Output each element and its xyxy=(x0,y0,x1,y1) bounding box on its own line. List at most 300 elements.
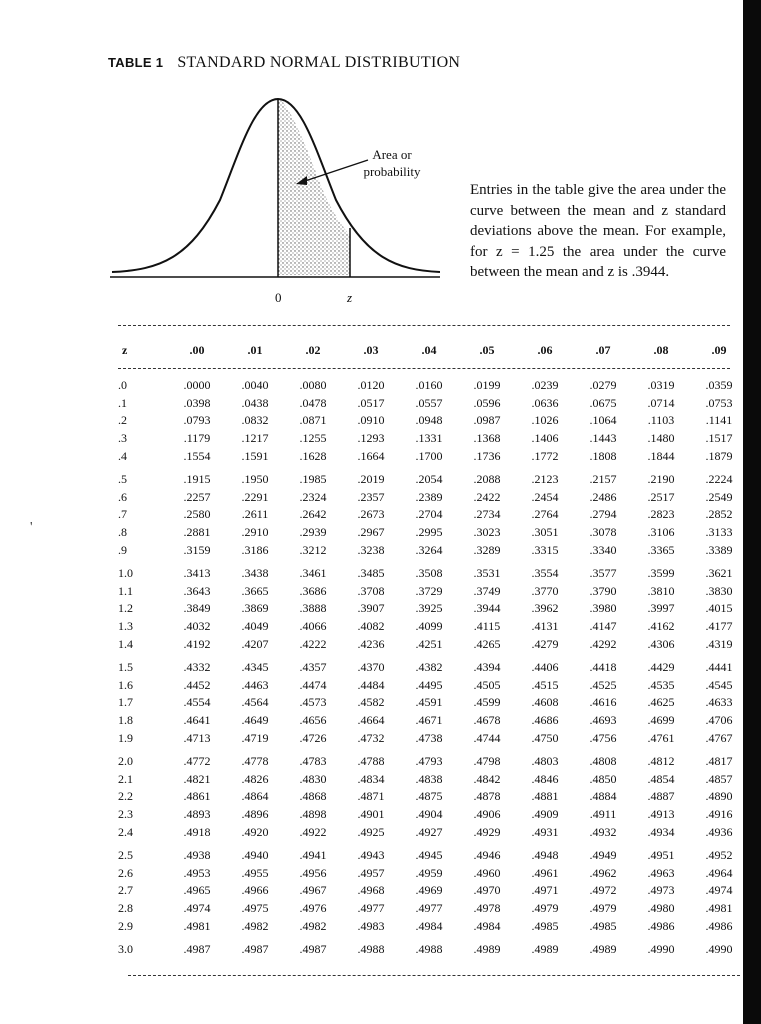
area-value: .3962 xyxy=(531,601,559,616)
area-value: .4332 xyxy=(183,660,211,675)
area-value: .4871 xyxy=(357,789,385,804)
area-value: .4599 xyxy=(473,695,501,710)
area-value: .4821 xyxy=(183,771,211,786)
area-value: .4982 xyxy=(299,918,327,933)
column-header: .01 xyxy=(247,342,263,357)
column-header: .09 xyxy=(711,342,727,357)
spacer-cell xyxy=(108,365,748,377)
area-value: .3925 xyxy=(415,601,443,616)
z-value: 3.0 xyxy=(118,942,133,957)
area-value: .4984 xyxy=(415,918,443,933)
table-row xyxy=(108,565,748,583)
area-value: .4972 xyxy=(589,883,617,898)
area-value: .4952 xyxy=(705,848,733,863)
z-value: 2.5 xyxy=(118,848,133,863)
area-value: .4868 xyxy=(299,789,327,804)
area-value: .4656 xyxy=(299,712,327,727)
area-value: .1255 xyxy=(299,431,327,446)
area-value: .2881 xyxy=(183,525,211,540)
area-value: .4990 xyxy=(647,942,675,957)
area-value: .4980 xyxy=(647,900,675,915)
area-value: .4292 xyxy=(589,636,617,651)
area-value: .4732 xyxy=(357,730,385,745)
area-value: .4582 xyxy=(357,695,385,710)
area-value: .4838 xyxy=(415,771,443,786)
z-value: 1.7 xyxy=(118,695,133,710)
area-value: .0080 xyxy=(299,378,327,393)
area-value: .4936 xyxy=(705,824,733,839)
area-value: .2422 xyxy=(473,489,501,504)
area-value: .4812 xyxy=(647,754,675,769)
area-value: .1064 xyxy=(589,413,617,428)
area-value: .4956 xyxy=(299,865,327,880)
area-value: .4938 xyxy=(183,848,211,863)
area-value: .3907 xyxy=(357,601,385,616)
z-value: 2.4 xyxy=(118,824,133,839)
z-value: 1.4 xyxy=(118,636,133,651)
table-body xyxy=(108,365,748,958)
area-value: .4429 xyxy=(647,660,675,675)
area-value: .4345 xyxy=(241,660,269,675)
z-value: .7 xyxy=(118,507,127,522)
area-value: .3869 xyxy=(241,601,269,616)
area-value: .4394 xyxy=(473,660,501,675)
area-value: .4990 xyxy=(705,942,733,957)
area-value: .2224 xyxy=(705,472,733,487)
area-value: .0596 xyxy=(473,395,501,410)
table-row xyxy=(108,694,748,712)
normal-curve-figure xyxy=(110,90,440,295)
area-value: .4382 xyxy=(415,660,443,675)
z-value: .3 xyxy=(118,431,127,446)
area-value: .1879 xyxy=(705,448,733,463)
axis-z-label: z xyxy=(347,290,353,305)
area-value: .2257 xyxy=(183,489,211,504)
area-value: .4985 xyxy=(531,918,559,933)
top-rule xyxy=(118,325,730,326)
area-value: .4671 xyxy=(415,712,443,727)
area-value: .4962 xyxy=(589,865,617,880)
area-value: .4976 xyxy=(299,900,327,915)
area-value: .4884 xyxy=(589,789,617,804)
area-value: .4706 xyxy=(705,712,733,727)
area-value: .3554 xyxy=(531,566,559,581)
area-value: .0120 xyxy=(357,378,385,393)
area-value: .2088 xyxy=(473,472,501,487)
area-value: .4913 xyxy=(647,806,675,821)
area-value: .4406 xyxy=(531,660,559,675)
area-value: .4495 xyxy=(415,677,443,692)
z-value: 2.1 xyxy=(118,771,133,786)
area-value: .1368 xyxy=(473,431,501,446)
area-value: .0948 xyxy=(415,413,443,428)
area-value: .4761 xyxy=(647,730,675,745)
area-value: .4887 xyxy=(647,789,675,804)
z-value: .4 xyxy=(118,448,127,463)
area-value: .4505 xyxy=(473,677,501,692)
table-row xyxy=(108,729,748,747)
area-value: .0199 xyxy=(473,378,501,393)
area-value: .0438 xyxy=(241,395,269,410)
area-value: .4896 xyxy=(241,806,269,821)
area-value: .3944 xyxy=(473,601,501,616)
area-value: .4985 xyxy=(589,918,617,933)
table-row xyxy=(108,753,748,771)
area-value: .3485 xyxy=(357,566,385,581)
area-value: .4441 xyxy=(705,660,733,675)
area-value: .4960 xyxy=(473,865,501,880)
area-value: .4744 xyxy=(473,730,501,745)
area-value: .4808 xyxy=(589,754,617,769)
area-value: .4798 xyxy=(473,754,501,769)
table-row xyxy=(108,506,748,524)
z-value: 2.9 xyxy=(118,918,133,933)
z-value: .2 xyxy=(118,413,127,428)
area-value: .0675 xyxy=(589,395,617,410)
area-value: .3770 xyxy=(531,583,559,598)
area-value: .4983 xyxy=(357,918,385,933)
area-value: .2190 xyxy=(647,472,675,487)
area-value: .4904 xyxy=(415,806,443,821)
area-value: .4979 xyxy=(589,900,617,915)
area-value: .4279 xyxy=(531,636,559,651)
z-table xyxy=(108,335,748,958)
area-value: .4846 xyxy=(531,771,559,786)
area-value: .4147 xyxy=(589,619,617,634)
table-row xyxy=(108,430,748,448)
area-value: .1628 xyxy=(299,448,327,463)
area-value: .4959 xyxy=(415,865,443,880)
area-value: .1103 xyxy=(647,413,675,428)
area-value: .4982 xyxy=(241,918,269,933)
area-value: .4953 xyxy=(183,865,211,880)
z-value: 2.2 xyxy=(118,789,133,804)
area-value: .4911 xyxy=(589,806,617,821)
table-row xyxy=(108,635,748,653)
area-value: .4898 xyxy=(299,806,327,821)
area-value: .4893 xyxy=(183,806,211,821)
area-value: .4783 xyxy=(299,754,327,769)
area-value: .4177 xyxy=(705,619,733,634)
area-value: .2734 xyxy=(473,507,501,522)
area-value: .4484 xyxy=(357,677,385,692)
area-value: .1179 xyxy=(183,431,211,446)
area-value: .4535 xyxy=(647,677,675,692)
area-value: .0987 xyxy=(473,413,501,428)
table-row xyxy=(108,659,748,677)
area-value: .3315 xyxy=(531,542,559,557)
area-value: .4099 xyxy=(415,619,443,634)
area-value: .4941 xyxy=(299,848,327,863)
table-row xyxy=(108,618,748,636)
area-value: .4963 xyxy=(647,865,675,880)
area-value: .4964 xyxy=(705,865,733,880)
area-value: .4664 xyxy=(357,712,385,727)
area-value: .3790 xyxy=(589,583,617,598)
area-value: .3438 xyxy=(241,566,269,581)
area-value: .3531 xyxy=(473,566,501,581)
area-value: .4693 xyxy=(589,712,617,727)
area-value: .4987 xyxy=(241,942,269,957)
area-value: .3665 xyxy=(241,583,269,598)
area-value: .4778 xyxy=(241,754,269,769)
z-value: 2.8 xyxy=(118,900,133,915)
area-value: .4222 xyxy=(299,636,327,651)
area-value: .4767 xyxy=(705,730,733,745)
area-value: .2939 xyxy=(299,525,327,540)
area-value: .3686 xyxy=(299,583,327,598)
area-value: .4817 xyxy=(705,754,733,769)
area-value: .3106 xyxy=(647,525,675,540)
area-value: .0832 xyxy=(241,413,269,428)
area-value: .4082 xyxy=(357,619,385,634)
z-value: .0 xyxy=(118,378,127,393)
z-value: 1.1 xyxy=(118,583,133,598)
area-value: .2794 xyxy=(589,507,617,522)
area-value: .4525 xyxy=(589,677,617,692)
area-value: .4978 xyxy=(473,900,501,915)
table-row xyxy=(108,864,748,882)
area-value: .1331 xyxy=(415,431,443,446)
area-value: .4842 xyxy=(473,771,501,786)
area-value: .3849 xyxy=(183,601,211,616)
area-value: .4608 xyxy=(531,695,559,710)
area-value: .3264 xyxy=(415,542,443,557)
area-value: .2123 xyxy=(531,472,559,487)
z-value: .8 xyxy=(118,525,127,540)
area-value: .4251 xyxy=(415,636,443,651)
z-column-header: z xyxy=(122,342,128,357)
area-value: .0160 xyxy=(415,378,443,393)
area-value: .4738 xyxy=(415,730,443,745)
area-value: .4750 xyxy=(531,730,559,745)
area-value: .4925 xyxy=(357,824,385,839)
area-value: .4207 xyxy=(241,636,269,651)
area-value: .4988 xyxy=(415,942,443,957)
area-value: .2054 xyxy=(415,472,443,487)
area-value: .4951 xyxy=(647,848,675,863)
area-value: .4986 xyxy=(647,918,675,933)
area-value: .4756 xyxy=(589,730,617,745)
column-header: .07 xyxy=(595,342,611,357)
area-value: .4418 xyxy=(589,660,617,675)
area-value: .4236 xyxy=(357,636,385,651)
table-row xyxy=(108,917,748,935)
area-value: .4162 xyxy=(647,619,675,634)
area-value: .3159 xyxy=(183,542,211,557)
table-row xyxy=(108,471,748,489)
area-value: .4948 xyxy=(531,848,559,863)
area-value: .2704 xyxy=(415,507,443,522)
z-value: 1.6 xyxy=(118,677,133,692)
area-value: .4989 xyxy=(589,942,617,957)
area-value: .3980 xyxy=(589,601,617,616)
area-value: .0714 xyxy=(647,395,675,410)
area-value: .4878 xyxy=(473,789,501,804)
area-value: .3051 xyxy=(531,525,559,540)
area-value: .4931 xyxy=(531,824,559,839)
z-value: .1 xyxy=(118,395,127,410)
table-row xyxy=(108,377,748,395)
area-value: .2764 xyxy=(531,507,559,522)
area-value: .4463 xyxy=(241,677,269,692)
area-value: .4940 xyxy=(241,848,269,863)
area-value: .3365 xyxy=(647,542,675,557)
area-value: .3461 xyxy=(299,566,327,581)
area-value: .4946 xyxy=(473,848,501,863)
area-value: .0557 xyxy=(415,395,443,410)
area-value: .2910 xyxy=(241,525,269,540)
z-value: .6 xyxy=(118,489,127,504)
area-value: .0279 xyxy=(589,378,617,393)
area-value: .4864 xyxy=(241,789,269,804)
area-value: .4850 xyxy=(589,771,617,786)
column-header: .06 xyxy=(537,342,553,357)
area-value: .2357 xyxy=(357,489,385,504)
area-value: .1517 xyxy=(705,431,733,446)
area-value: .1985 xyxy=(299,472,327,487)
area-value: .0359 xyxy=(705,378,733,393)
area-value: .2611 xyxy=(241,507,269,522)
area-value: .4641 xyxy=(183,712,211,727)
area-value: .4934 xyxy=(647,824,675,839)
column-header: .04 xyxy=(421,342,437,357)
area-value: .4966 xyxy=(241,883,269,898)
area-value: .2852 xyxy=(705,507,733,522)
table-row xyxy=(108,395,748,413)
area-value: .4968 xyxy=(357,883,385,898)
z-value: 1.0 xyxy=(118,566,133,581)
area-value: .1915 xyxy=(183,472,211,487)
table-row xyxy=(108,823,748,841)
area-value: .4974 xyxy=(705,883,733,898)
area-value: .4545 xyxy=(705,677,733,692)
table-row xyxy=(108,900,748,918)
area-value: .2019 xyxy=(357,472,385,487)
column-header: .08 xyxy=(653,342,669,357)
area-value: .4803 xyxy=(531,754,559,769)
area-value: .4988 xyxy=(357,942,385,957)
shaded-area xyxy=(278,99,350,275)
area-value: .1141 xyxy=(705,413,733,428)
z-value: 2.6 xyxy=(118,865,133,880)
area-value: .3340 xyxy=(589,542,617,557)
area-value: .4945 xyxy=(415,848,443,863)
area-value: .1736 xyxy=(473,448,501,463)
area-value: .4306 xyxy=(647,636,675,651)
area-value: .4370 xyxy=(357,660,385,675)
area-value: .4564 xyxy=(241,695,269,710)
area-value: .2995 xyxy=(415,525,443,540)
table-title xyxy=(108,54,460,72)
area-value: .4788 xyxy=(357,754,385,769)
area-value: .4949 xyxy=(589,848,617,863)
area-value: .3238 xyxy=(357,542,385,557)
area-value: .3888 xyxy=(299,601,327,616)
area-value: .2580 xyxy=(183,507,211,522)
area-label-line2: probability xyxy=(363,164,421,179)
area-value: .4969 xyxy=(415,883,443,898)
area-value: .1844 xyxy=(647,448,675,463)
area-value: .3997 xyxy=(647,601,675,616)
area-value: .4474 xyxy=(299,677,327,692)
area-value: .4989 xyxy=(531,942,559,957)
area-value: .1217 xyxy=(241,431,269,446)
area-value: .1293 xyxy=(357,431,385,446)
table-row xyxy=(108,541,748,559)
table-row xyxy=(108,524,748,542)
area-value: .4984 xyxy=(473,918,501,933)
area-value: .3643 xyxy=(183,583,211,598)
area-value: .0871 xyxy=(299,413,327,428)
z-value: 2.0 xyxy=(118,754,133,769)
area-value: .4875 xyxy=(415,789,443,804)
column-header: .03 xyxy=(363,342,379,357)
stray-mark: ' xyxy=(30,520,33,535)
area-value: .2549 xyxy=(705,489,733,504)
area-value: .2823 xyxy=(647,507,675,522)
area-value: .4066 xyxy=(299,619,327,634)
bell-curve xyxy=(112,99,440,272)
area-value: .4554 xyxy=(183,695,211,710)
area-value: .0517 xyxy=(357,395,385,410)
table-row xyxy=(108,677,748,695)
area-value: .1480 xyxy=(647,431,675,446)
area-value: .4678 xyxy=(473,712,501,727)
table-heading: STANDARD NORMAL DISTRIBUTION xyxy=(177,54,461,71)
area-value: .4977 xyxy=(357,900,385,915)
area-value: .4943 xyxy=(357,848,385,863)
area-value: .4131 xyxy=(531,619,559,634)
table-row xyxy=(108,583,748,601)
area-value: .3810 xyxy=(647,583,675,598)
area-value: .2967 xyxy=(357,525,385,540)
area-value: .4987 xyxy=(299,942,327,957)
area-value: .3413 xyxy=(183,566,211,581)
area-value: .4265 xyxy=(473,636,501,651)
area-value: .4719 xyxy=(241,730,269,745)
area-value: .2673 xyxy=(357,507,385,522)
area-value: .4981 xyxy=(183,918,211,933)
area-value: .4793 xyxy=(415,754,443,769)
area-value: .4649 xyxy=(241,712,269,727)
area-value: .2389 xyxy=(415,489,443,504)
area-value: .4452 xyxy=(183,677,211,692)
table-row xyxy=(108,882,748,900)
area-value: .4625 xyxy=(647,695,675,710)
axis-zero-label: 0 xyxy=(275,290,282,305)
area-value: .0239 xyxy=(531,378,559,393)
z-value: 1.2 xyxy=(118,601,133,616)
column-header: .02 xyxy=(305,342,321,357)
area-value: .1950 xyxy=(241,472,269,487)
area-value: .2486 xyxy=(589,489,617,504)
area-value: .3186 xyxy=(241,542,269,557)
area-value: .4920 xyxy=(241,824,269,839)
area-value: .4686 xyxy=(531,712,559,727)
z-value: 1.8 xyxy=(118,712,133,727)
area-value: .4834 xyxy=(357,771,385,786)
area-value: .3078 xyxy=(589,525,617,540)
table-number: TABLE 1 xyxy=(108,55,164,70)
header-row xyxy=(108,335,748,365)
area-value: .0398 xyxy=(183,395,211,410)
area-value: .2291 xyxy=(241,489,269,504)
area-value: .0478 xyxy=(299,395,327,410)
column-header: .00 xyxy=(189,342,205,357)
area-value: .1026 xyxy=(531,413,559,428)
area-value: .4881 xyxy=(531,789,559,804)
